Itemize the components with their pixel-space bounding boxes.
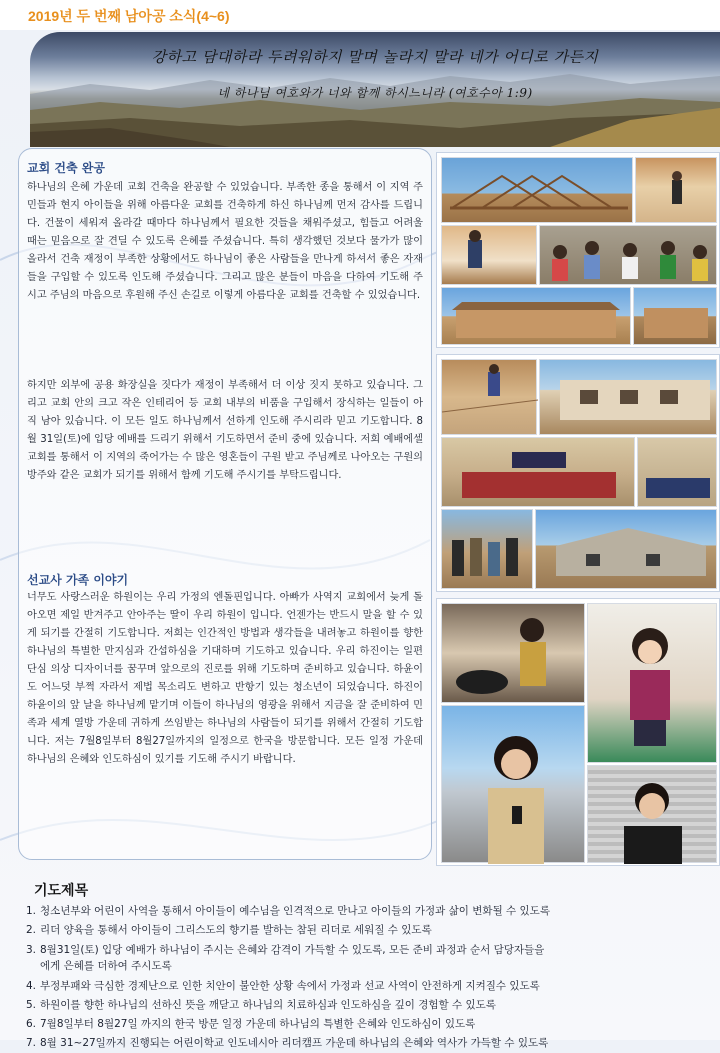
prayer-item (26, 1015, 720, 1034)
prayer-item (26, 1034, 720, 1053)
prayer-item-text: 8월31일(토) 입당 예배가 하나님이 주시는 은혜와 감격이 가득할 수 있도록, 모든 준비 과정과 순서 담당자들을 (40, 944, 545, 956)
prayer-item-number: 1. (26, 905, 37, 917)
church-side-photo (633, 287, 717, 345)
church-paragraph-2: 하지만 외부에 공용 화장실을 짓다가 재정이 부족해서 더 이상 짓지 못하고 있습니다. 그리고 교회 안의 크고 작은 인테리어 등 교회 내부의 비품을 구입해서 장식하는 일들이 아직 남아 있습니다. 이 모든 일도 하나님께서 선하게 인도해 주시리라 믿고 기도합니다. 8월 31일(토)에 입당 예배를 드리기 위해서 기도하면서 준비 중에 있습니다. 저희 예배에셀 교회를 통해서 이 지역의 죽어가는 수 많은 영혼들이 구원 받고 주님께로 나아오는 구원의 방주와 같은 교회가 되기를 위해서 함께 기도해 주시기를 부탁드립니다. (27, 380, 423, 481)
prayer-item (26, 977, 720, 996)
article-panel (18, 148, 432, 860)
church-exterior-photo (441, 287, 631, 345)
interior-chairs-photo (441, 437, 635, 507)
group-photo (441, 509, 533, 589)
prayer-item-text: 하원이를 향한 하나님의 선하신 뜻을 깨닫고 하나님의 치료하심과 인도하심을 깊이 경험할 수 있도록 (40, 999, 496, 1011)
prayer-item-number: 7. (26, 1037, 37, 1049)
family-section-title: 선교사 가족 이야기 (27, 573, 129, 587)
teen-girl-portrait-photo (441, 705, 585, 863)
photo-column-family (436, 598, 720, 866)
prayer-item (26, 902, 720, 921)
prayer-list (26, 902, 720, 1053)
family-paragraph: 너무도 사랑스러운 하원이는 우리 가정의 엔돌핀입니다. 아빠가 사역지 교회에서 늦게 돌아오면 제일 반겨주고 안아주는 딸이 우리 하원이 입니다. 언젠가는 반드시 말을 할 수 있게 되기를 간절히 기도합니다. 저희는 인간적인 방법과 생각들을 내려놓고 하원이를 향한 하나님의 특별한 만지심과 간섭하심을 기대하며 기도하고 있습니다. 우리 하진이는 일편단심 의상 디자이너를 꿈꾸며 앞으로의 진로를 위해 기도하며 준비하고 있습니다. 하윤이도 어느덧 부쩍 자라서 제법 목소리도 변하고 반항기 있는 청소년이 되었습니다. 하진이 하윤이의 앞 날을 하나님께 맡기며 이들이 하나님의 영광을 위해서 지금을 잘 준비하여 민족과 세계 열방 가운데 귀하게 쓰임받는 하나님의 사람들이 되기를 위해서 간절히 기도합니다. 저는 7월8일부터 8월27일까지의 일정으로 한국을 방문합니다. 모든 일정 가운데 하나님의 은혜와 인도하심이 있기를 기도해 주시기 바랍니다. (27, 592, 423, 765)
worker-photo (441, 225, 537, 285)
completed-building-photo (539, 359, 717, 435)
verse-line-1: 강하고 담대하라 두려워하지 말며 놀라지 말라 네가 어디로 가든지 (151, 48, 599, 66)
prayer-item-text: 리더 양육을 통해서 아이들이 그리스도의 향기를 발하는 참된 리더로 세워질 수 있도록 (40, 924, 432, 936)
interior-hall-photo (637, 437, 717, 507)
church-finished-photo (535, 509, 717, 589)
prayer-item-text: 청소년부와 어린이 사역을 통해서 아이들이 예수님을 인격적으로 만나고 아이들의 가정과 삶이 변화될 수 있도록 (40, 905, 550, 917)
photo-column-interior (436, 354, 720, 592)
verse-line-2: 네 하나님 여호와가 너와 함께 하시느니라 (여호수아 1:9) (217, 86, 533, 100)
church-paragraph-1: 하나님의 은혜 가운데 교회 건축을 완공할 수 있었습니다. 부족한 종을 통해서 이 지역 주민들과 현지 아이들을 위해 아름다운 교회를 건축하게 하신 하나님께 먼저 감사를 드립니다. 건물이 세워져 올라갈 때마다 하나님께서 필요한 것들을 채워주셨고, 힘들고 어려울 때는 믿음으로 잘 견딜 수 있도록 은혜를 주셨습니다. 특히 생각했던 것보다 물가가 많이 올라서 건축 재정이 부족한 상황에서도 하나님이 좋은 사람들을 만나게 하셔서 좋은 자재들을 구입할 수 있도록 인도해 주셨습니다. 그리고 많은 분들이 마음을 다하여 기도해 주시고 주님의 마음으로 후원해 주신 손길로 이렇게 아름다운 교회를 건축할 수 있었습니다. (27, 182, 423, 301)
prayer-item-text: 7월8일부터 8월27일 까지의 한국 방문 일정 가운데 하나님의 특별한 은혜와 인도하심이 있도록 (40, 1018, 476, 1030)
prayer-item-number: 3. (26, 944, 37, 956)
prayer-item-text: 8월 31~27일까지 진행되는 어린이학교 인도네시아 리더캠프 가운데 하나님의 은혜와 역사가 가득할 수 있도록 (40, 1037, 549, 1049)
prayer-item-number: 2. (26, 924, 37, 936)
prayer-item-continuation: 에게 은혜를 더하여 주시도록 (40, 960, 172, 972)
prayer-item-text: 부정부패와 극심한 경제난으로 인한 치안이 불안한 상황 속에서 가정과 선교 사역이 안전하게 지켜질수 있도록 (40, 980, 540, 992)
boy-portrait-photo (587, 765, 717, 863)
roof-framing-photo (441, 157, 633, 223)
church-section-title: 교회 건축 완공 (27, 161, 105, 175)
newsletter-title: 2019년 두 번째 남아공 소식(4~6) (28, 8, 230, 24)
prayer-item-number: 4. (26, 980, 37, 992)
prayer-item (26, 996, 720, 1015)
prayer-title: 기도제목 (34, 882, 89, 898)
prayer-item (26, 940, 720, 977)
prayer-item (26, 921, 720, 940)
girl-on-slide-photo (587, 603, 717, 763)
congregation-photo (539, 225, 717, 285)
prayer-item-number: 6. (26, 1018, 37, 1030)
verse-banner (30, 32, 720, 147)
photo-column-construction (436, 152, 720, 348)
floor-work-photo (441, 359, 537, 435)
ceiling-work-photo (635, 157, 717, 223)
child-with-pet-photo (441, 603, 585, 703)
prayer-item-number: 5. (26, 999, 37, 1011)
